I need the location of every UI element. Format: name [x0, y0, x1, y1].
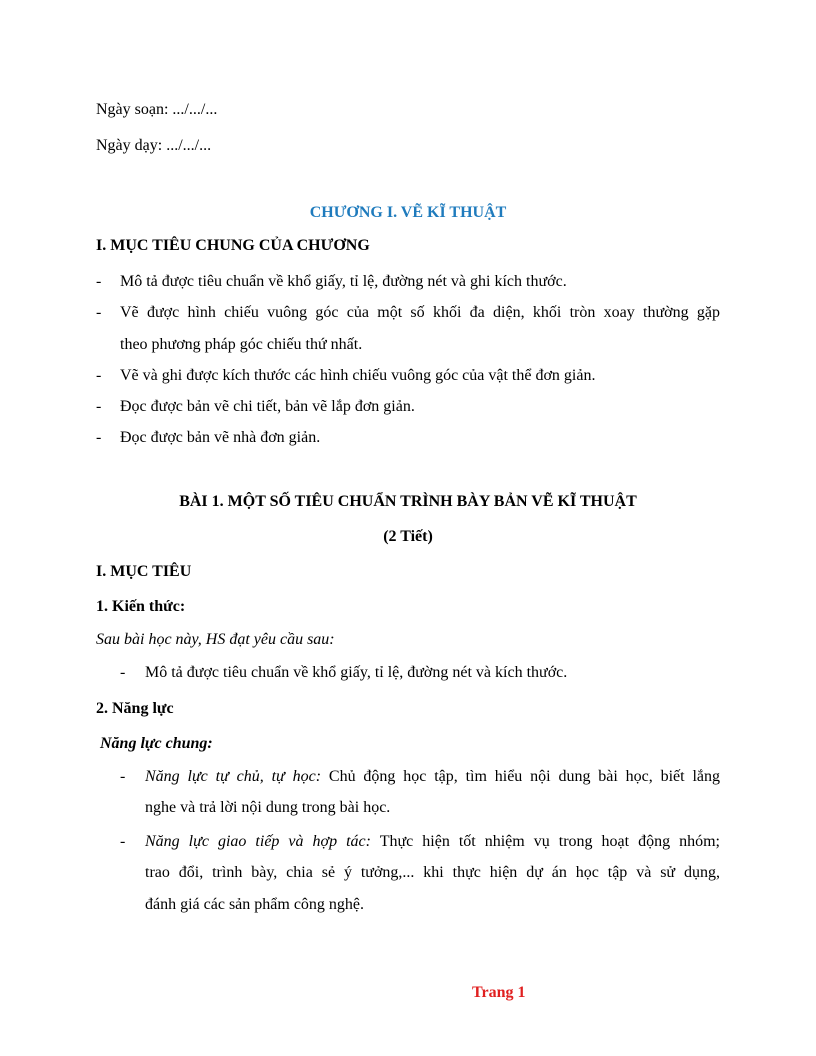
- competency-text: Chủ động học tập, tìm hiểu nội dung bài học, biết lắng: [328, 768, 720, 785]
- page-number: Trang 1: [472, 984, 526, 1001]
- general-competency-heading: Năng lực chung:: [100, 735, 213, 752]
- competency-text: Thực hiện tốt nhiệm vụ trong hoạt động nhóm;: [379, 833, 721, 850]
- competency-heading: 2. Năng lực: [96, 700, 174, 717]
- chapter-title: CHƯƠNG I. VẼ KĨ THUẬT: [309, 204, 507, 221]
- competency-text-continued: trao đổi, trình bày, chia sẻ ý tưởng,... khi thực hiện dự án học tập và sử dụng,: [145, 864, 720, 881]
- chapter-goal-item: Mô tả được tiêu chuẩn về khổ giấy, tỉ lệ, đường nét và ghi kích thước.: [120, 273, 567, 290]
- knowledge-item: Mô tả được tiêu chuẩn về khổ giấy, tỉ lệ, đường nét và kích thước.: [145, 664, 568, 681]
- chapter-goal-item: Đọc được bản vẽ nhà đơn giản.: [120, 429, 321, 446]
- chapter-goal-item: Vẽ được hình chiếu vuông góc của một số khối đa diện, khối tròn xoay thường gặp: [120, 304, 720, 321]
- knowledge-intro: Sau bài học này, HS đạt yêu cầu sau:: [96, 631, 335, 648]
- bullet-dash: -: [120, 768, 126, 785]
- lesson-periods: (2 Tiết): [383, 528, 433, 545]
- bullet-dash: -: [120, 833, 126, 850]
- competency-label: Năng lực giao tiếp và hợp tác:: [145, 833, 371, 850]
- chapter-goal-item-continued: theo phương pháp góc chiếu thứ nhất.: [120, 336, 363, 353]
- chapter-goal-item: Đọc được bản vẽ chi tiết, bản vẽ lắp đơn giản.: [120, 398, 415, 415]
- competency-item: [145, 832, 720, 852]
- competency-text-continued: đánh giá các sản phẩm công nghệ.: [145, 896, 365, 913]
- chapter-goals-heading: I. MỤC TIÊU CHUNG CỦA CHƯƠNG: [96, 237, 370, 254]
- lesson-goals-heading: I. MỤC TIÊU: [96, 563, 192, 580]
- chapter-goal-item: Vẽ và ghi được kích thước các hình chiếu vuông góc của vật thể đơn giản.: [120, 367, 596, 384]
- bullet-dash: -: [96, 429, 102, 446]
- prep-date: Ngày soạn: .../.../...: [96, 101, 218, 118]
- competency-label: Năng lực tự chủ, tự học:: [145, 768, 322, 785]
- bullet-dash: -: [96, 367, 102, 384]
- competency-item: [145, 767, 720, 787]
- competency-text-continued: nghe và trả lời nội dung trong bài học.: [145, 799, 391, 816]
- knowledge-heading: 1. Kiến thức:: [96, 598, 186, 615]
- bullet-dash: -: [96, 398, 102, 415]
- teach-date: Ngày dạy: .../.../...: [96, 137, 212, 154]
- bullet-dash: -: [96, 304, 102, 321]
- bullet-dash: -: [96, 273, 102, 290]
- bullet-dash: -: [120, 664, 126, 681]
- lesson-title: BÀI 1. MỘT SỐ TIÊU CHUẨN TRÌNH BÀY BẢN VẼ KĨ THUẬT: [179, 493, 637, 510]
